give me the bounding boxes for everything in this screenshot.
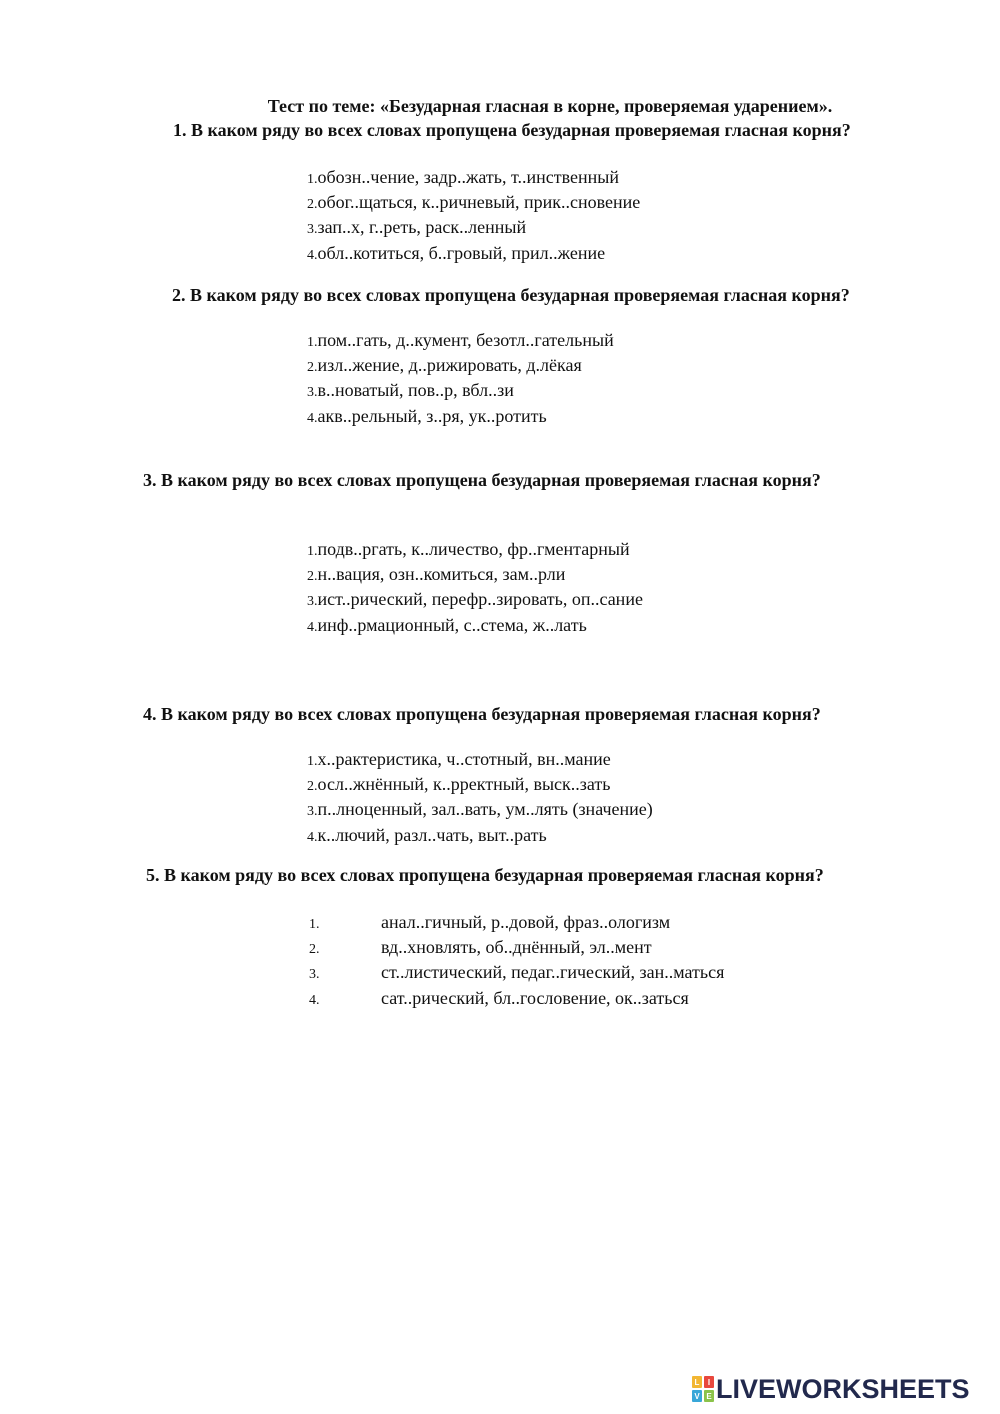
option-text: осл..жнённый, к..рректный, выск..зать bbox=[317, 774, 611, 795]
option-text: к..лючий, разл..чать, выт..рать bbox=[317, 824, 547, 845]
option-text: сат..рический, бл..гословение, ок..заться bbox=[381, 987, 689, 1008]
logo-mark-letter: V bbox=[694, 1392, 700, 1401]
option-item bbox=[309, 987, 724, 1012]
option-item bbox=[309, 961, 724, 986]
option-number: 4. bbox=[307, 410, 318, 426]
option-text: н..вация, озн..комиться, зам..рли bbox=[317, 564, 566, 585]
option-item bbox=[307, 405, 614, 430]
option-number: 4. bbox=[307, 829, 318, 845]
option-item bbox=[307, 354, 614, 379]
option-item bbox=[307, 216, 640, 241]
question-1-text: 1. В каком ряду во всех словах пропущена безударная проверяемая гласная корня? bbox=[173, 120, 851, 140]
question-1-options bbox=[307, 166, 640, 267]
option-text: обозн..чение, задр..жать, т..инственный bbox=[317, 167, 619, 187]
question-5-options bbox=[309, 911, 724, 1012]
option-item bbox=[307, 614, 643, 639]
option-number: 4. bbox=[309, 992, 320, 1008]
option-number: 2. bbox=[309, 942, 320, 958]
option-item bbox=[309, 936, 724, 961]
option-item bbox=[307, 166, 640, 191]
option-text: инф..рмационный, с..стема, ж..лать bbox=[317, 614, 587, 635]
option-item bbox=[307, 773, 653, 798]
option-item bbox=[307, 329, 614, 354]
option-item bbox=[307, 538, 643, 563]
option-item bbox=[307, 748, 653, 773]
option-item bbox=[307, 798, 653, 823]
option-item bbox=[307, 191, 640, 216]
option-number: 2. bbox=[307, 360, 318, 376]
question-2-options bbox=[307, 329, 614, 430]
option-item bbox=[307, 824, 653, 849]
option-text: ст..листический, педаг..гический, зан..маться bbox=[381, 962, 725, 983]
option-number: 2. bbox=[307, 197, 318, 213]
option-number: 1. bbox=[307, 172, 318, 187]
option-text: подв..ргать, к..личество, фр..гментарный bbox=[317, 539, 630, 559]
option-number: 3. bbox=[307, 385, 318, 401]
question-4-text: 4. В каком ряду во всех словах пропущена безударная проверяемая гласная корня? bbox=[143, 704, 821, 724]
question-3-text: 3. В каком ряду во всех словах пропущена безударная проверяемая гласная корня? bbox=[143, 470, 821, 490]
option-text: вд..хновлять, об..днённый, эл..мент bbox=[381, 937, 652, 958]
option-number: 1. bbox=[307, 754, 318, 769]
option-text: х..рактеристика, ч..стотный, вн..мание bbox=[317, 749, 611, 769]
liveworksheets-logo[interactable] bbox=[692, 1376, 970, 1402]
option-number: 3. bbox=[307, 222, 318, 238]
option-item bbox=[307, 379, 614, 404]
logo-mark-letter: E bbox=[706, 1392, 712, 1401]
option-text: изл..жение, д..рижировать, д.лёкая bbox=[317, 355, 582, 376]
option-number: 1. bbox=[309, 917, 320, 932]
option-number: 1. bbox=[307, 335, 318, 350]
option-text: анал..гичный, р..довой, фраз..ологизм bbox=[381, 912, 671, 932]
option-text: п..лноценный, зал..вать, ум..лять (значение) bbox=[317, 799, 653, 820]
question-4-options bbox=[307, 748, 653, 849]
logo-mark-letter: L bbox=[694, 1378, 700, 1387]
liveworksheets-logo-icon bbox=[692, 1376, 714, 1402]
question-3-options bbox=[307, 538, 643, 639]
option-text: обл..котиться, б..гровый, прил..жение bbox=[317, 242, 606, 263]
option-number: 3. bbox=[307, 594, 318, 610]
option-number: 2. bbox=[307, 569, 318, 585]
logo-text: LIVEWORKSHEETS bbox=[716, 1374, 970, 1404]
question-5-text: 5. В каком ряду во всех словах пропущена безударная проверяемая гласная корня? bbox=[146, 865, 824, 885]
option-item bbox=[307, 242, 640, 267]
page-title: Тест по теме: «Безударная гласная в корне, проверяемая ударением». bbox=[267, 96, 833, 116]
option-item bbox=[307, 563, 643, 588]
option-text: ист..рический, перефр..зировать, оп..сание bbox=[317, 589, 643, 610]
option-text: акв..рельный, з..ря, ук..ротить bbox=[317, 405, 547, 426]
option-text: пом..гать, д..кумент, безотл..гательный bbox=[317, 330, 614, 350]
option-number: 4. bbox=[307, 619, 318, 635]
option-text: обог..щаться, к..ричневый, прик..сновение bbox=[317, 192, 641, 213]
option-number: 4. bbox=[307, 247, 318, 263]
option-number: 3. bbox=[307, 804, 318, 820]
option-number: 1. bbox=[307, 544, 318, 559]
option-number: 3. bbox=[309, 967, 320, 983]
option-text: в..новатый, пов..р, вбл..зи bbox=[317, 380, 514, 401]
option-number: 2. bbox=[307, 779, 318, 795]
question-2-text: 2. В каком ряду во всех словах пропущена безударная проверяемая гласная корня? bbox=[172, 285, 850, 305]
option-text: зап..х, г..реть, раск..ленный bbox=[317, 217, 527, 238]
logo-mark-letter: I bbox=[707, 1378, 711, 1387]
option-item bbox=[309, 911, 724, 936]
option-item bbox=[307, 588, 643, 613]
